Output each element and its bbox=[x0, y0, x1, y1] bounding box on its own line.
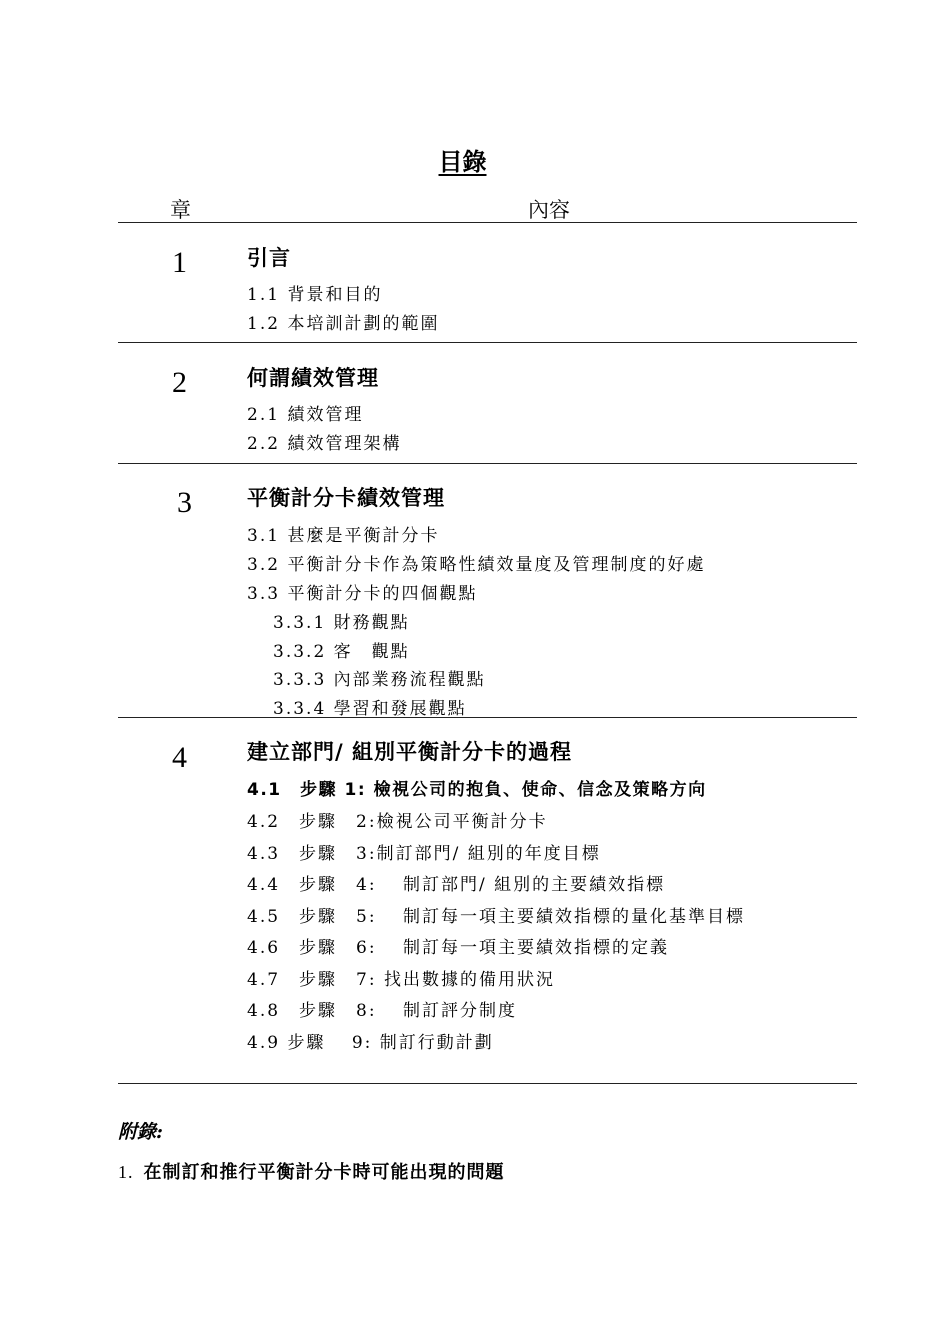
toc-entry[interactable]: 4.9 步驟 9: 制訂行動計劃 bbox=[247, 1033, 494, 1053]
chapter-number: 4 bbox=[172, 741, 187, 774]
chapter-divider bbox=[118, 342, 857, 343]
toc-entry[interactable]: 2.1 績效管理 bbox=[247, 405, 364, 425]
chapter-title: 何謂績效管理 bbox=[247, 366, 379, 390]
appendix-item-number: 1. bbox=[118, 1162, 134, 1182]
toc-subentry[interactable]: 3.3.3 內部業務流程觀點 bbox=[273, 670, 486, 690]
toc-entry[interactable]: 3.2 平衡計分卡作為策略性績效量度及管理制度的好處 bbox=[247, 555, 706, 575]
toc-entry[interactable]: 4.6 步驟 6: 制訂每一項主要績效指標的定義 bbox=[247, 938, 669, 958]
appendix-item-text: 在制訂和推行平衡計分卡時可能出現的問題 bbox=[143, 1162, 505, 1183]
toc-subentry[interactable]: 3.3.4 學習和發展觀點 bbox=[273, 699, 467, 719]
toc-entry[interactable]: 4.5 步驟 5: 制訂每一項主要績效指標的量化基準目標 bbox=[247, 907, 745, 927]
toc-entry[interactable]: 3.1 甚麼是平衡計分卡 bbox=[247, 526, 440, 546]
toc-subentry[interactable]: 3.3.1 財務觀點 bbox=[273, 613, 410, 633]
chapter-number: 1 bbox=[172, 246, 187, 279]
header-divider bbox=[118, 222, 857, 223]
chapter-title: 平衡計分卡績效管理 bbox=[247, 486, 445, 510]
chapter-divider bbox=[118, 717, 857, 718]
header-chapter: 章 bbox=[170, 198, 191, 222]
chapter-divider bbox=[118, 463, 857, 464]
toc-entry[interactable]: 1.2 本培訓計劃的範圍 bbox=[247, 314, 440, 334]
chapter-number: 3 bbox=[177, 486, 192, 519]
toc-title: 目錄 bbox=[438, 148, 487, 176]
toc-entry[interactable]: 1.1 背景和目的 bbox=[247, 285, 383, 305]
chapter-title: 建立部門/ 組別平衡計分卡的過程 bbox=[247, 740, 572, 764]
chapter-title: 引言 bbox=[247, 246, 291, 270]
toc-entry[interactable]: 4.8 步驟 8: 制訂評分制度 bbox=[247, 1001, 517, 1021]
toc-entry[interactable]: 4.7 步驟 7: 找出數據的備用狀況 bbox=[247, 970, 555, 990]
toc-entry[interactable]: 4.4 步驟 4: 制訂部門/ 組別的主要績效指標 bbox=[247, 875, 666, 895]
toc-subentry[interactable]: 3.3.2 客 觀點 bbox=[273, 642, 410, 662]
chapter-divider bbox=[118, 1083, 857, 1084]
appendix-label: 附錄: bbox=[118, 1121, 164, 1143]
toc-entry[interactable]: 4.1 步驟 1: 檢視公司的抱負、使命、信念及策略方向 bbox=[247, 780, 707, 800]
toc-entry[interactable]: 3.3 平衡計分卡的四個觀點 bbox=[247, 584, 478, 604]
toc-entry[interactable]: 2.2 績效管理架構 bbox=[247, 434, 402, 454]
header-content: 內容 bbox=[528, 198, 570, 222]
chapter-number: 2 bbox=[172, 366, 187, 399]
toc-entry[interactable]: 4.2 步驟 2:檢視公司平衡計分卡 bbox=[247, 812, 548, 832]
toc-entry[interactable]: 4.3 步驟 3:制訂部門/ 組別的年度目標 bbox=[247, 844, 601, 864]
appendix-item[interactable] bbox=[118, 1158, 505, 1184]
